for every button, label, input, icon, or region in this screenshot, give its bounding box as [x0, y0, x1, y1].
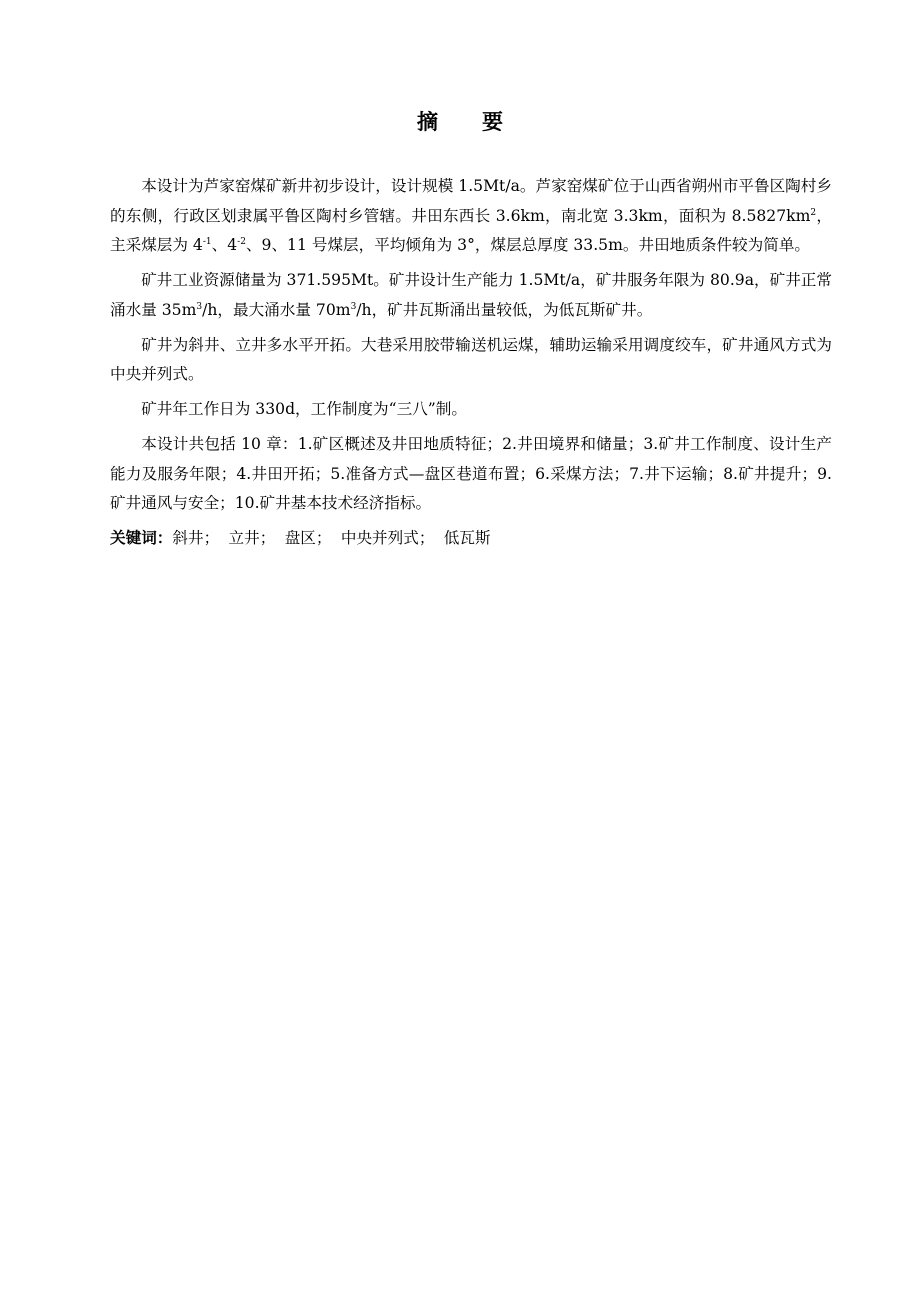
paragraph-development: 矿井为斜井、立井多水平开拓。大巷采用胶带输送机运煤，辅助运输采用调度绞车，矿井通风方式为中央并列式。 [110, 335, 832, 383]
paragraph-reserves-text-2: /h，最大涌水量 70m [202, 300, 351, 319]
paragraph-reserves-text-1: 矿井工业资源储量为 371.595Mt。矿井设计生产能力 1.5Mt/a，矿井服务年限为 80.9a，矿井正常涌水量 35m [110, 271, 832, 319]
abstract-title-char-1: 摘 [417, 109, 438, 134]
paragraph-overview-text-2: ，主采煤层为 4 [110, 206, 832, 254]
abstract-body [110, 172, 832, 554]
superscript-volume-unit-1: 3 [196, 301, 203, 312]
superscript-seam-2: -2 [237, 236, 246, 247]
keyword-item: 斜井； [172, 529, 220, 547]
abstract-title-char-2: 要 [482, 109, 503, 134]
paragraph-overview-text-1: 本设计为芦家窑煤矿新井初步设计，设计规模 1.5Mt/a。芦家窑煤矿位于山西省朔州市平鲁区陶村乡的东侧，行政区划隶属平鲁区陶村乡管辖。井田东西长 3.6km，南北宽 3.3km，面积为 8.5827km [110, 177, 832, 225]
superscript-volume-unit-2: 3 [350, 301, 357, 312]
paragraph-overview [110, 172, 832, 261]
keywords-label: 关键词： [110, 529, 173, 547]
keywords-line [110, 524, 832, 554]
superscript-seam-1: -1 [202, 236, 212, 247]
keyword-item: 立井； [228, 529, 276, 547]
paragraph-overview-text-3: 、4 [211, 236, 238, 254]
keyword-item: 低瓦斯 [443, 529, 491, 547]
keyword-item: 中央并列式； [340, 529, 435, 547]
abstract-title [0, 106, 920, 138]
paragraph-overview-text-4: 、9、11 号煤层，平均倾角为 3°，煤层总厚度 33.5m。井田地质条件较为简单。 [245, 236, 811, 254]
keyword-item: 盘区； [284, 529, 332, 547]
paragraph-work-schedule: 矿井年工作日为 330d，工作制度为“三八”制。 [141, 400, 467, 418]
superscript-area-unit: 2 [810, 207, 817, 218]
paragraph-chapters: 本设计共包括 10 章：1.矿区概述及井田地质特征；2.井田境界和储量；3.矿井工作制度、设计生产能力及服务年限；4.井田开拓；5.准备方式—盘区巷道布置；6.采煤方法；7.井下运输；8.矿井提升；9.矿井通风与安全；10.矿井基本技术经济指标。 [110, 435, 832, 512]
paragraph-reserves [110, 266, 832, 325]
paragraph-reserves-text-3: /h，矿井瓦斯涌出量较低，为低瓦斯矿井。 [356, 300, 653, 319]
